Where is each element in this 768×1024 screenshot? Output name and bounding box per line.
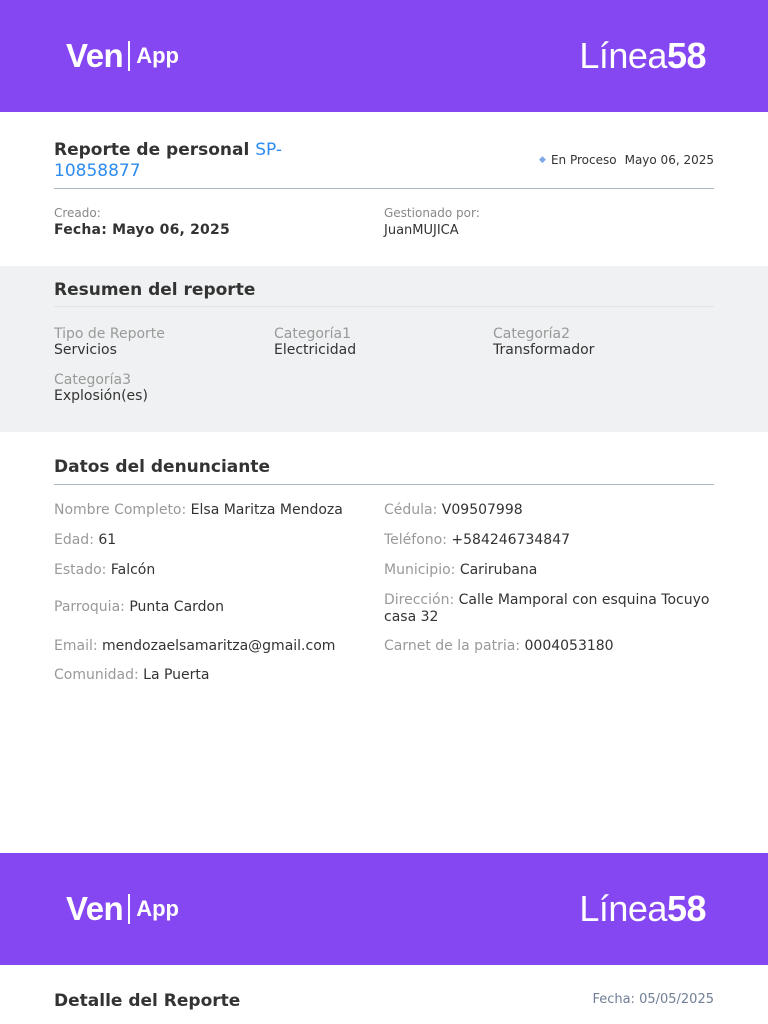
- created-value: Fecha: Mayo 06, 2025: [54, 222, 230, 238]
- field-estado: [54, 562, 155, 579]
- linea58-logo-number: 58: [666, 35, 706, 76]
- field-value: Punta Cardon: [129, 599, 224, 615]
- field-value: V09507998: [441, 502, 523, 518]
- status-line: [539, 153, 714, 167]
- linea58-logo: [579, 888, 706, 930]
- field-cedula: [384, 502, 523, 519]
- venapp-logo-ven: Ven: [66, 37, 124, 74]
- field-municipio: [384, 562, 537, 579]
- created-meta: [54, 206, 230, 240]
- field-value: Elsa Maritza Mendoza: [190, 502, 343, 518]
- summary-item-categoria2: [493, 326, 594, 359]
- field-value: 0004053180: [524, 638, 614, 654]
- field-label: Dirección:: [384, 592, 455, 608]
- managed-label: Gestionado por:: [384, 206, 480, 220]
- summary-item-categoria3: [54, 372, 148, 405]
- field-value: Carirubana: [459, 562, 538, 578]
- complainant-heading: Datos del denunciante: [54, 457, 271, 477]
- report-header: [54, 140, 714, 189]
- linea58-logo-number: 58: [666, 888, 706, 929]
- managed-meta: [384, 206, 480, 240]
- linea58-logo-text: Línea: [579, 35, 667, 76]
- field-value: Calle Mamporal con esquina Tocuyo casa 32: [384, 592, 710, 625]
- summary-item-label: Categoría1: [274, 326, 352, 342]
- venapp-logo-app: App: [136, 896, 179, 921]
- field-label: Edad:: [54, 532, 94, 548]
- field-label: Estado:: [54, 562, 107, 578]
- venapp-logo-divider: [128, 41, 130, 71]
- field-direccion: [384, 592, 716, 626]
- status-date: Mayo 06, 2025: [624, 153, 714, 167]
- field-telefono: [384, 532, 570, 549]
- venapp-logo-app: App: [136, 43, 179, 68]
- field-value: mendozaelsamaritza@gmail.com: [102, 638, 336, 654]
- venapp-logo-divider: [128, 894, 130, 924]
- summary-item-label: Categoría3: [54, 372, 132, 388]
- page2-header-banner: [0, 853, 768, 965]
- field-label: Comunidad:: [54, 667, 139, 683]
- field-value: +584246734847: [451, 532, 571, 548]
- summary-item-tipo: [54, 326, 165, 359]
- field-value: 61: [98, 532, 117, 548]
- field-edad: [54, 532, 116, 549]
- header-banner: [0, 0, 768, 112]
- managed-value: JuanMUJICA: [384, 223, 459, 238]
- field-parroquia: [54, 599, 224, 616]
- summary-divider: [54, 306, 714, 307]
- field-label: Municipio:: [384, 562, 456, 578]
- linea58-logo: [579, 35, 706, 77]
- complainant-divider: [54, 484, 714, 485]
- detail-date: Fecha: 05/05/2025: [592, 992, 714, 1007]
- report-title: [54, 140, 314, 182]
- summary-item-value: Transformador: [493, 342, 595, 358]
- summary-section: [0, 266, 768, 432]
- field-label: Nombre Completo:: [54, 502, 187, 518]
- field-value: La Puerta: [143, 667, 210, 683]
- status-text: En Proceso: [550, 153, 617, 167]
- venapp-logo: [66, 890, 179, 928]
- field-label: Email:: [54, 638, 98, 654]
- field-label: Parroquia:: [54, 599, 125, 615]
- field-value: Falcón: [110, 562, 156, 578]
- venapp-logo-ven: Ven: [66, 890, 124, 927]
- status-dot-icon: ◆: [539, 155, 546, 165]
- venapp-logo: [66, 37, 179, 75]
- created-label: Creado:: [54, 206, 101, 220]
- field-label: Carnet de la patria:: [384, 638, 521, 654]
- summary-item-value: Electricidad: [274, 342, 357, 358]
- summary-item-label: Categoría2: [493, 326, 571, 342]
- summary-heading: Resumen del reporte: [54, 280, 256, 300]
- summary-item-value: Servicios: [54, 342, 117, 358]
- summary-item-categoria1: [274, 326, 356, 359]
- field-carnet: [384, 638, 614, 655]
- summary-item-label: Tipo de Reporte: [54, 326, 165, 342]
- field-label: Teléfono:: [384, 532, 447, 548]
- report-code: SP-10858877: [54, 140, 283, 181]
- field-comunidad: [54, 667, 209, 684]
- field-nombre: [54, 502, 343, 519]
- linea58-logo-text: Línea: [579, 888, 667, 929]
- field-label: Cédula:: [384, 502, 438, 518]
- detail-heading: Detalle del Reporte: [54, 991, 241, 1011]
- summary-item-value: Explosión(es): [54, 388, 148, 404]
- field-email: [54, 638, 335, 655]
- report-title-text: Reporte de personal: [54, 140, 250, 160]
